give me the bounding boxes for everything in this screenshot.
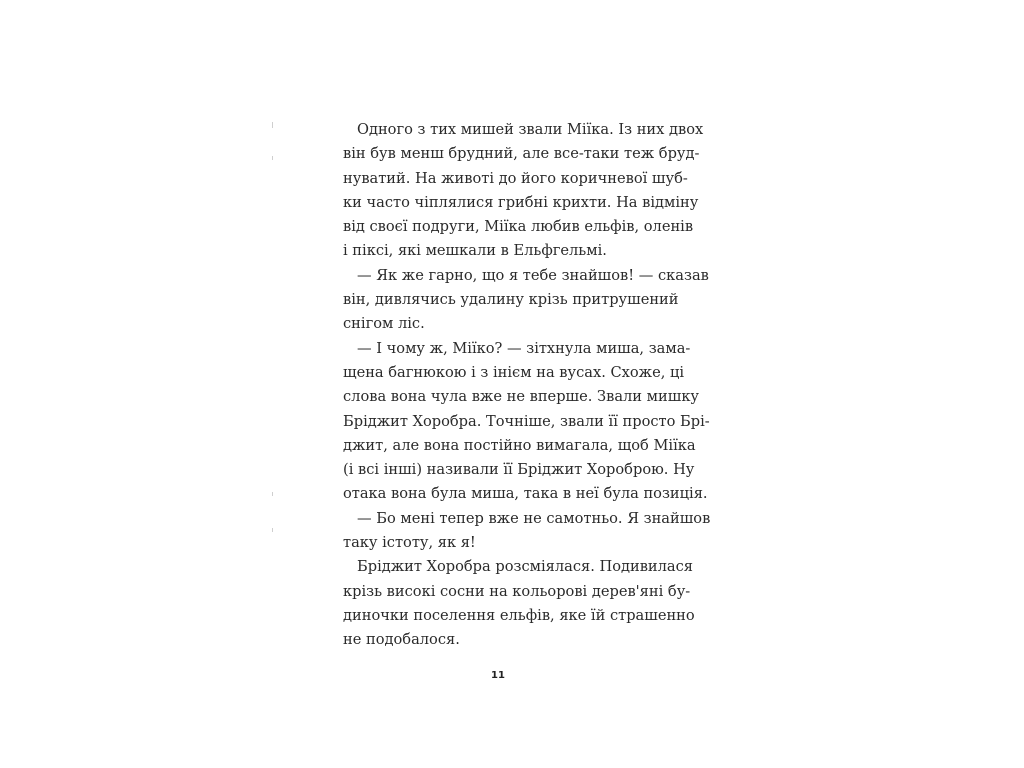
text-line: від своєї подруги, Міїка любив ельфів, оленів <box>343 218 694 236</box>
gutter-mark <box>272 528 273 532</box>
text-line: — Як же гарно, що я тебе знайшов! — сказав <box>357 266 709 284</box>
text-line: Бріджит Хоробра розсміялася. Подивилася <box>357 558 693 576</box>
text-line: — І чому ж, Міїко? — зітхнула миша, зама- <box>357 339 691 357</box>
text-line: джит, але вона постійно вимагала, щоб Міїка <box>343 436 696 454</box>
text-line: Бріджит Хоробра. Точніше, звали її просто Брі- <box>343 412 710 430</box>
text-line: (і всі інші) називали її Бріджит Хороброю. Ну <box>343 461 695 479</box>
text-line: і піксі, які мешкали в Ельфгельмі. <box>343 242 607 260</box>
text-line: отака вона була миша, така в неї була позиція. <box>343 485 708 503</box>
paragraph-5 <box>343 555 695 652</box>
body-text <box>343 118 711 653</box>
text-line: — Бо мені тепер вже не самотньо. Я знайшов <box>357 509 711 527</box>
paragraph-4 <box>343 507 711 556</box>
paragraph-2 <box>343 264 709 337</box>
paragraph-1 <box>343 118 704 264</box>
text-line: нуватий. На животі до його коричневої шуб- <box>343 169 688 187</box>
text-line: він був менш брудний, але все-таки теж бруд- <box>343 145 700 163</box>
text-line: диночки поселення ельфів, яке їй страшенно <box>343 606 695 624</box>
gutter-mark <box>272 156 273 160</box>
text-line: ки часто чіплялися грибні крихти. На відміну <box>343 193 699 211</box>
text-line: таку істоту, як я! <box>343 534 476 552</box>
paragraph-3 <box>343 337 710 507</box>
gutter-mark <box>272 492 273 496</box>
text-line: слова вона чула вже не вперше. Звали мишку <box>343 388 700 406</box>
text-line: щена багнюкою і з інієм на вусах. Схоже, ці <box>343 363 685 381</box>
text-line: не подобалося. <box>343 631 460 649</box>
page-number: 11 <box>491 670 505 681</box>
gutter-shadow <box>266 72 278 632</box>
text-line: снігом ліс. <box>343 315 425 333</box>
gutter-mark <box>272 122 273 128</box>
text-line: він, дивлячись удалину крізь притрушений <box>343 291 679 309</box>
text-line: Одного з тих мишей звали Міїка. Із них двох <box>357 121 704 138</box>
text-line: крізь високі сосни на кольорові дерев'яні бу- <box>343 582 691 600</box>
